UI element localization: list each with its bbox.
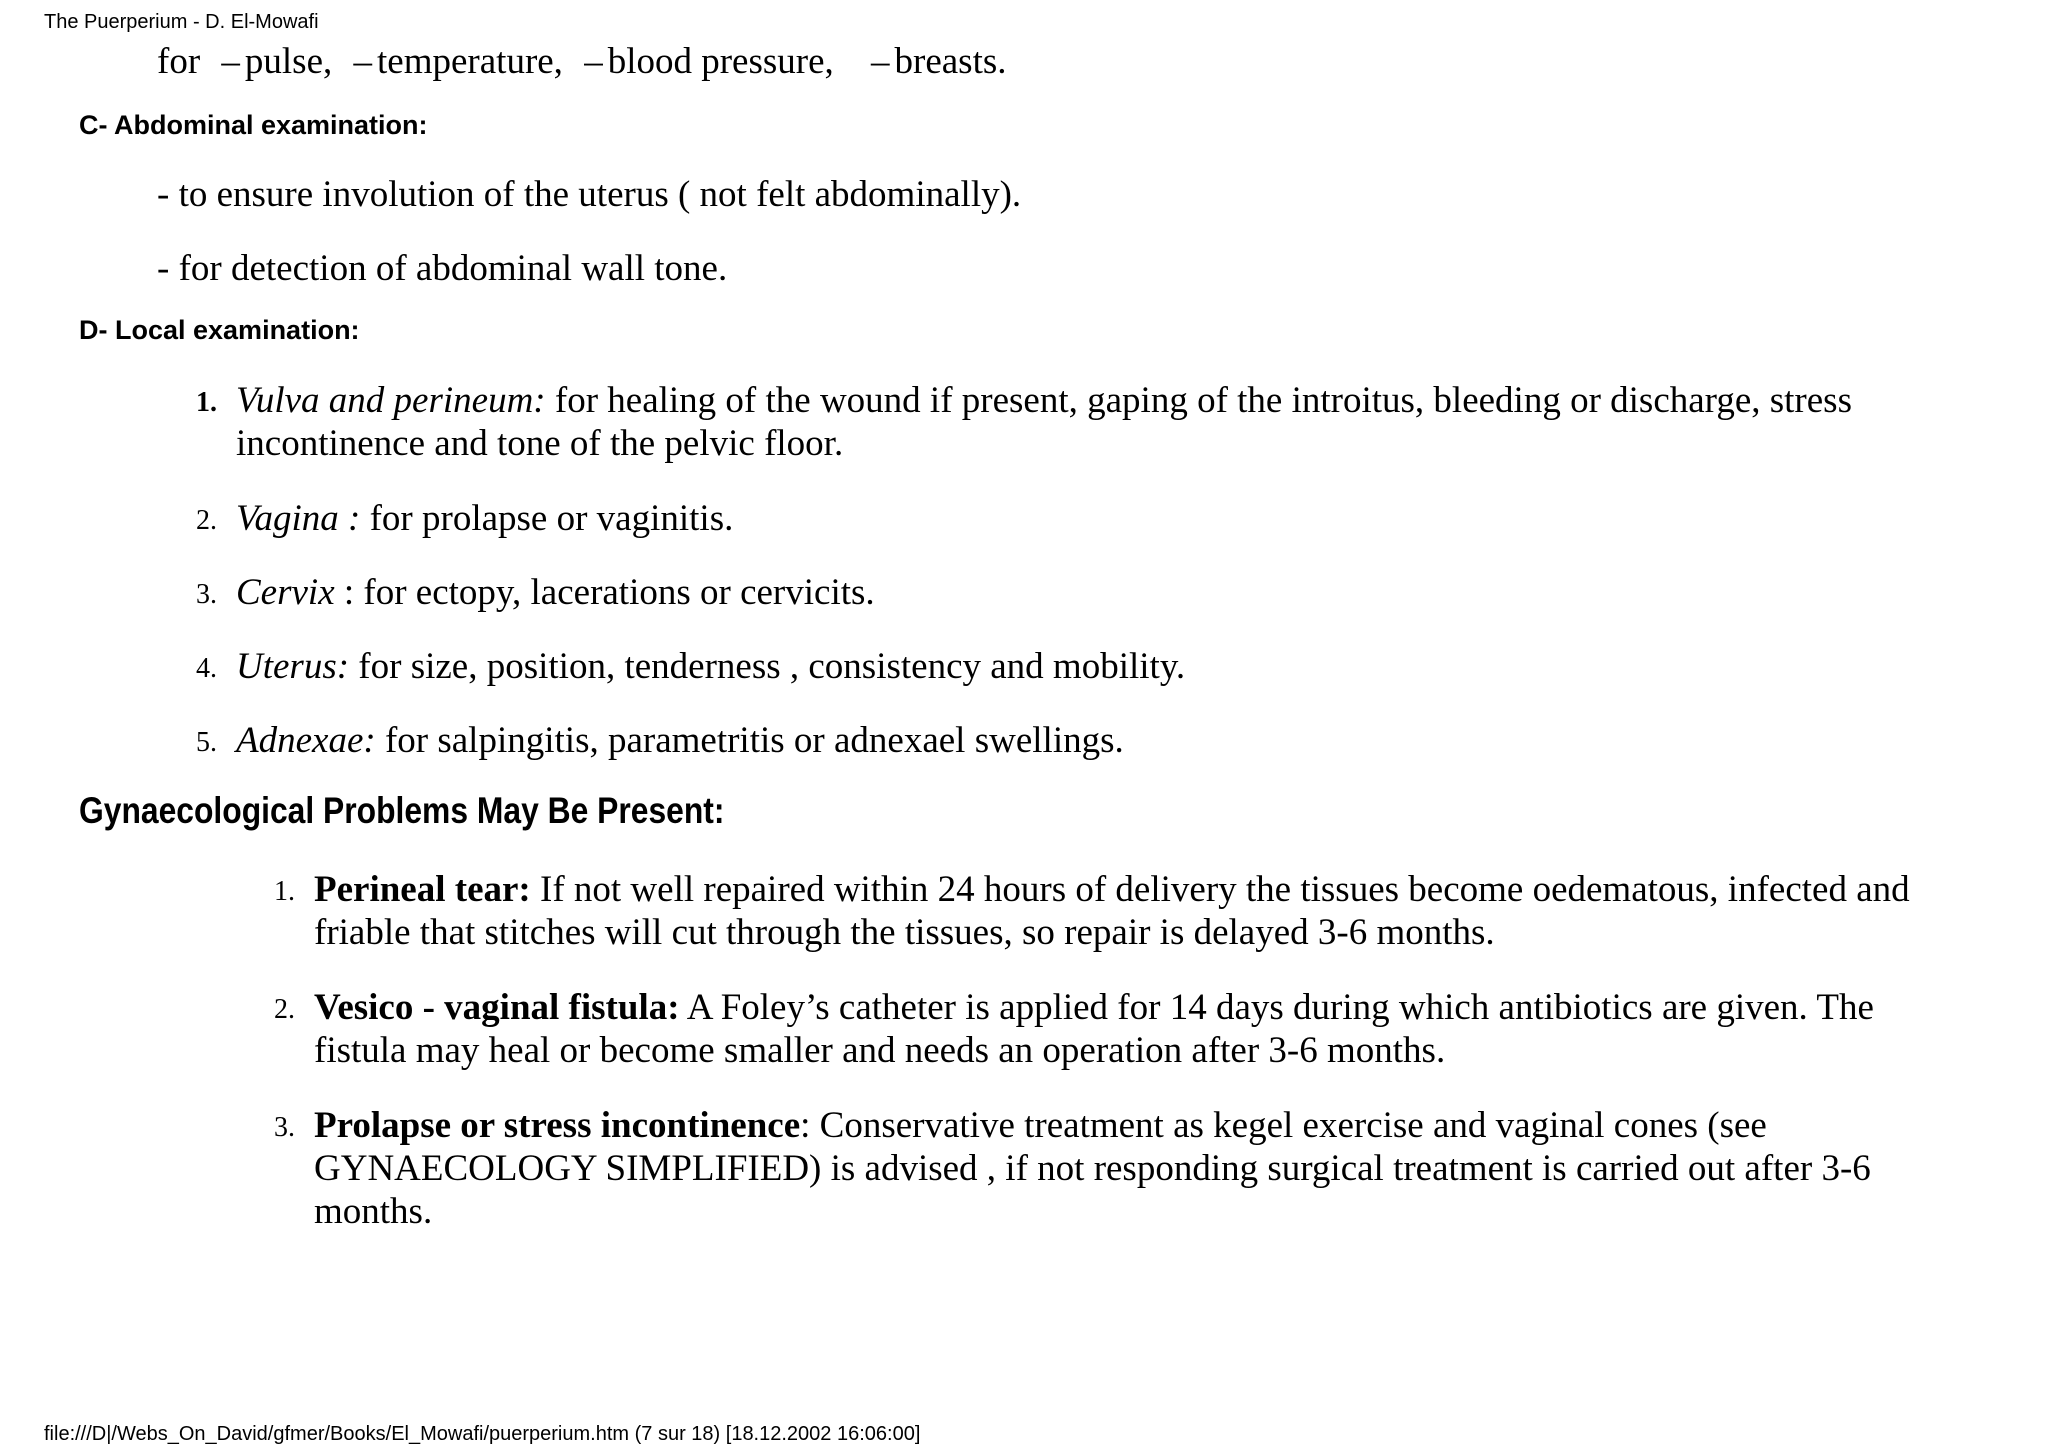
local-exam-item [196,645,1886,688]
vital-blood-pressure: blood pressure, [607,41,834,82]
item-text: : for ectopy, lacerations or cervicits. [334,572,875,613]
list-number: 1. [274,876,295,907]
section-d-heading: D- Local examination: [79,315,360,345]
vitals-prefix: for [157,41,201,82]
item-text: If not well repaired within 24 hours of delivery the tissues become oedematous, infected and friable that stitches will cut through the tissues, so repair is delayed 3-6 months. [314,869,1910,953]
section-c-item-1: - to ensure involution of the uterus ( not felt abdominally). [157,174,1022,215]
list-number: 4. [196,653,217,684]
section-c-heading: C- Abdominal examination: [79,110,428,140]
dash-4: – [871,41,890,82]
list-number: 2. [196,505,217,536]
item-term: Vulva and perineum: [236,380,546,421]
item-term: Uterus: [236,646,350,687]
item-term: Perineal tear: [314,869,531,910]
item-text: for prolapse or vaginitis. [360,498,734,539]
vital-breasts: breasts. [894,41,1007,82]
gyn-problems-heading: Gynaecological Problems May Be Present: [79,790,725,831]
vital-temperature: temperature, [377,41,563,82]
list-number: 1. [196,387,217,418]
vitals-line [157,40,1007,83]
vital-pulse: pulse, [244,41,333,82]
gyn-problem-item [274,868,1914,954]
list-number: 5. [196,727,217,758]
dash-1: – [221,41,240,82]
item-term: Cervix [236,572,335,613]
dash-2: – [353,41,373,82]
list-number: 3. [274,1112,295,1143]
page-footer-url: file:///D|/Webs_On_David/gfmer/Books/El_Mowafi/puerperium.htm (7 sur 18) [18.12.2002 16:06:00] [44,1423,921,1445]
item-text: for salpingitis, parametritis or adnexael swellings. [375,720,1124,761]
local-exam-item [196,497,1886,540]
item-text: A Foley’s catheter is applied for 14 days during which antibiotics are given. The fistula may heal or become smaller and needs an operation after 3-6 months. [314,987,1874,1071]
gyn-problem-item [274,986,1914,1072]
gyn-problem-item [274,1104,1914,1233]
local-exam-item [196,571,1886,614]
item-text: for healing of the wound if present, gaping of the introitus, bleeding or discharge, stress incontinence and tone of the pelvic floor. [236,380,1852,464]
local-exam-item [196,719,1886,762]
local-exam-item [196,379,1886,465]
section-c-item-2: - for detection of abdominal wall tone. [157,248,728,289]
list-number: 3. [196,579,217,610]
dash-3: – [584,41,603,82]
item-term: Adnexae: [236,720,376,761]
item-text: for size, position, tenderness , consistency and mobility. [349,646,1186,687]
item-term: Prolapse or stress incontinence [314,1105,801,1146]
item-term: Vagina : [236,498,361,539]
page-header-title: The Puerperium - D. El-Mowafi [44,11,319,33]
list-number: 2. [274,994,295,1025]
item-term: Vesico - vaginal fistula: [314,987,680,1028]
item-text: : Conservative treatment as kegel exercise and vaginal cones (see GYNAECOLOGY SIMPLIFIED) is advised , if not responding surgical treatment is carried out after 3-6 months. [314,1105,1871,1232]
